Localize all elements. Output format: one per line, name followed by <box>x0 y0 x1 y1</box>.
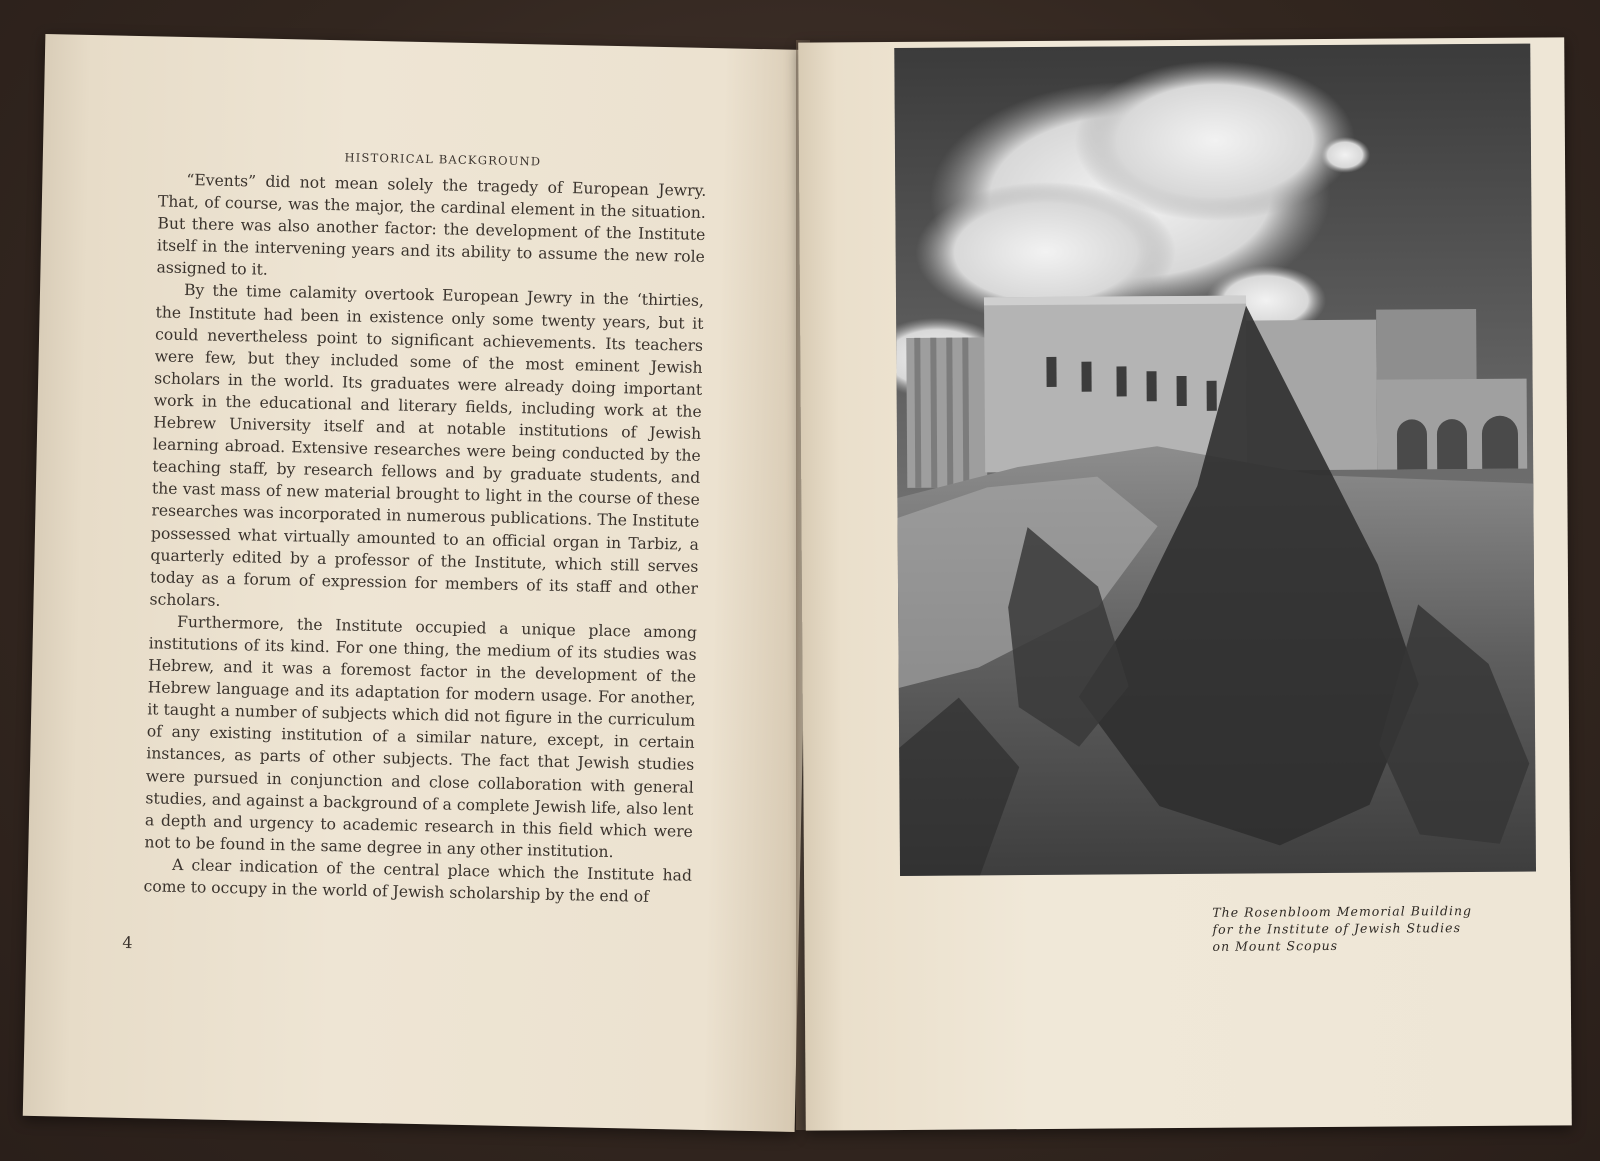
body-text <box>143 168 706 908</box>
running-head: HISTORICAL BACKGROUND <box>344 150 542 169</box>
paragraph-3: Furthermore, the Institute occupied a unique place among institutions of its kind. For one thing, the medium of its studies was Hebrew, and it was a foremost factor in the development of the Hebrew language and its adaptation for modern usage. For another, it taught a number of subjects which did not figure in the curriculum of any existing institution of a similar nature, except, in certain instances, as parts of other subjects. The fact that Jewish studies were pursued in conjunction and close collaboration with general studies, and against a background of a complete Jewish life, also lent a depth and urgency to academic research in this field which were not to be found in the same degree in any other institution. <box>144 612 698 861</box>
caption-line-1: The Rosenbloom Memorial Building <box>1212 903 1473 920</box>
page-number: 4 <box>122 932 133 953</box>
caption-line-2: for the Institute of Jewish Studies <box>1212 920 1462 937</box>
caption-line-3: on Mount Scopus <box>1212 937 1339 954</box>
paragraph-1: “Events” did not mean solely the tragedy of European Jewry. That, of course, was the major, the cardinal element in the situation. But there was also another factor: the development of the Institute itself in the intervening years and its ability to assume the new role assigned to it. <box>156 171 707 280</box>
building-photograph <box>894 44 1536 876</box>
paragraph-4: A clear indication of the central place which the Institute had come to occupy in the world of Jewish scholarship by the end of <box>143 855 693 906</box>
right-page <box>798 37 1572 1130</box>
paragraph-2: By the time calamity overtook European Jewry in the ‘thirties, the Institute had been in existence only some twenty years, but it could nevertheless point to significant achievements. Its teachers were few, but they included some of the most eminent Jewish scholars in the world. Its graduates were already doing important work in the educational and literary fields, including work at the Hebrew University itself and at notable institutions of Jewish learning abroad. Extensive researches were being conducted by the teaching staff, by research fellows and by graduate students, and the vast mass of new material brought to light in the course of these researches was incorporated in numerous publications. The Institute possessed what virtually amounted to an official organ in Tarbiz, a quarterly edited by a professor of the Institute, which still serves today as a forum of expression for members of its staff and other scholars. <box>149 281 705 610</box>
left-page <box>23 34 817 1132</box>
photo-caption <box>1212 902 1512 955</box>
